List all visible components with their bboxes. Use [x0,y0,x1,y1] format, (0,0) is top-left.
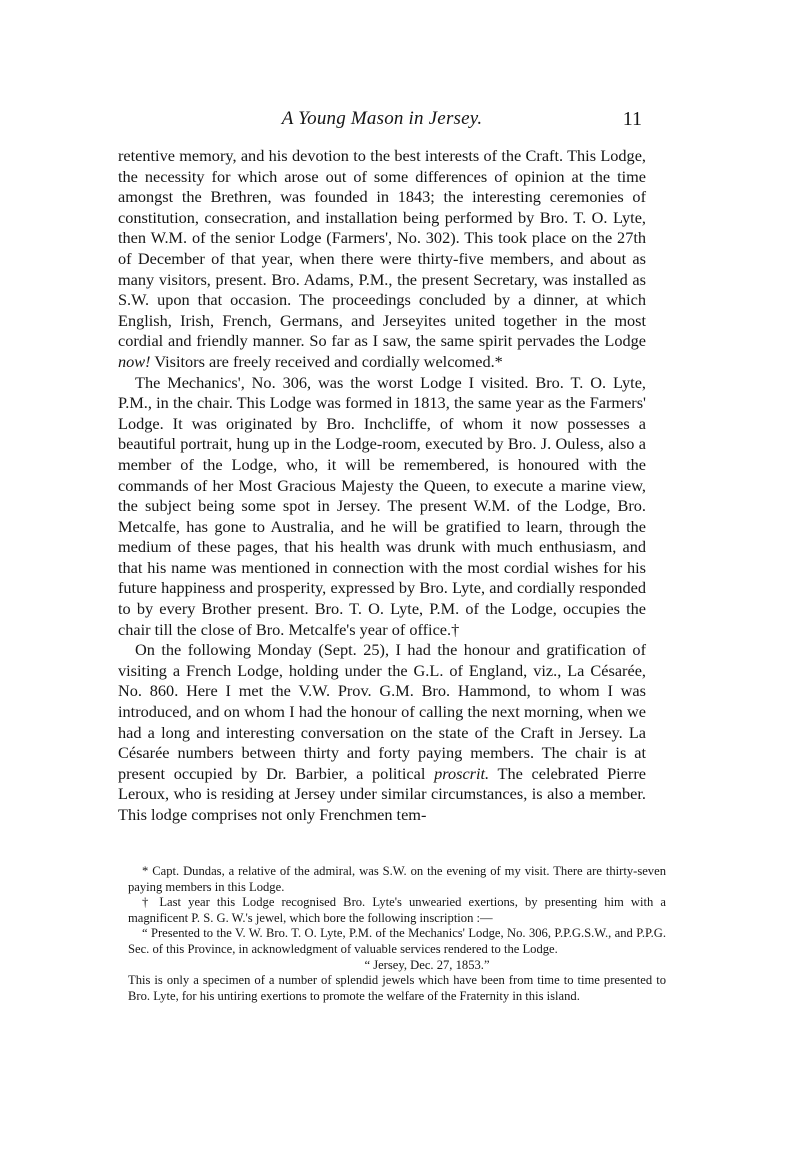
page-header [118,108,646,134]
paragraph-2: The Mechanics', No. 306, was the worst Lodge I visited. Bro. T. O. Lyte, P.M., in the chair. This Lodge was formed in 1813, the same year as the Farmers' Lodge. It was originated by Bro. Inchcliffe, of whom it now possesses a beautiful portrait, hung up in the Lodge-room, executed by Bro. J. Ouless, also a member of the Lodge, who, it will be remembered, is honoured with the commands of her Most Gracious Majesty the Queen, to execute a marine view, the subject being some spot in Jersey. The present W.M. of the Lodge, Bro. Metcalfe, has gone to Australia, and he will be gratified to learn, through the medium of these pages, that his health was drunk with much enthusiasm, and that his name was mentioned in connection with the most cordial wishes for his future happiness and prosperity, expressed by Bro. Lyte, and cordially responded to by every Brother present. Bro. T. O. Lyte, P.M. of the Lodge, occupies the chair till the close of Bro. Metcalfe's year of office.† [118,372,646,639]
body-text [118,146,646,826]
page-number: 11 [622,108,642,130]
paragraph-1-text: retentive memory, and his devotion to the best interests of the Craft. This Lodge, the necessity for which arose out of some differences of opinion at the time amongst the Brethren, was founded in 1843; the interesting ceremonies of constitution, consecration, and installation being performed by Bro. T. O. Lyte, then W.M. of the senior Lodge (Farmers', No. 302). This took place on the 27th of December of that year, when there were thirty-five members, and about as many visitors, present. Bro. Adams, P.M., the present Secretary, was installed as S.W. upon that occasion. The proceedings concluded by a dinner, at which English, Irish, French, Germans, and Jerseyites united together in the most cordial and friendly manner. So far as I saw, the same spirit pervades the Lodge [118,146,646,351]
paragraph-3-text: On the following Monday (Sept. 25), I had the honour and gratification of visiting a French Lodge, holding under the G.L. of England, viz., La Césarée, No. 860. Here I met the V.W. Prov. G.M. Bro. Hammond, to whom I was introduced, and on whom I had the honour of calling the next morning, when we had a long and interesting conversation on the state of the Craft in Jersey. La Césarée numbers between thirty and forty paying members. The chair is at present occupied by Dr. Barbier, a political [118,640,646,783]
paragraph-1 [118,146,646,373]
paragraph-3-end: The celebrated Pierre Leroux, who is residing at Jersey under similar circumstances, is also a member. This lodge comprises not only Frenchmen tem- [118,763,646,824]
paragraph-3-emphasis: proscrit. [434,763,490,783]
footnote-inscription-date: “ Jersey, Dec. 27, 1853.” [364,957,490,972]
footnotes [128,864,666,1004]
paragraph-1-end: Visitors are freely received and cordially welcomed.* [150,351,503,371]
footnote-inscription: “ Presented to the V. W. Bro. T. O. Lyte, P.M. of the Mechanics' Lodge, No. 306, P.P.G.S.W., and P.P.G. Sec. of this Province, in acknowledgment of valuable services rendered to the Lodge. [128,926,666,956]
running-title: A Young Mason in Jersey. [281,108,483,129]
footnote-closing-note: This is only a specimen of a number of splendid jewels which have been from time to time presented to Bro. Lyte, for his untiring exertions to promote the welfare of the Fraternity in this island. [128,973,666,1003]
footnote-dagger: † Last year this Lodge recognised Bro. Lyte's unwearied exertions, by presenting him with a magnificent P. S. G. W.'s jewel, which bore the following inscription :— [128,895,666,925]
footnote-asterisk: * Capt. Dundas, a relative of the admiral, was S.W. on the evening of my visit. There are thirty-seven paying members in this Lodge. [128,864,666,894]
paragraph-3 [118,640,646,825]
paragraph-1-emphasis: now! [118,351,151,371]
